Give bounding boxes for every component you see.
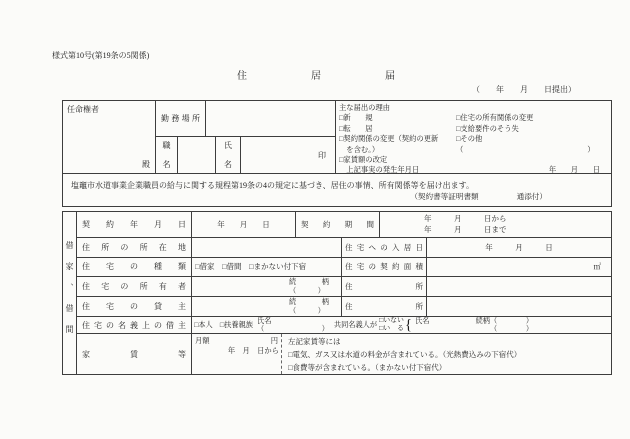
movein-value-cell — [427, 238, 611, 257]
rent-label: 家賃等 — [82, 349, 186, 359]
reason-fact-date-label: 上記事実の発生年月日 — [339, 165, 420, 175]
brace-glyph: { — [404, 316, 413, 333]
joint-name-label: 氏名 — [415, 317, 430, 325]
table-row — [77, 238, 611, 258]
nominal-renter-label: 住宅の名義上の借主 — [82, 320, 186, 330]
employee-section — [156, 101, 336, 173]
lessor-relation-paren: （ ） — [289, 306, 325, 315]
rent-label-cell — [77, 334, 192, 374]
owner-address-label: 住所 — [345, 282, 423, 292]
job-title-value-cell — [178, 137, 216, 173]
yen-unit: 円 — [270, 336, 278, 345]
reason-contract-change-cont: を含む。） — [339, 144, 380, 154]
lessor-label-cell — [77, 297, 192, 316]
table-row — [77, 277, 611, 297]
joint-relation-paren: （ ） — [489, 325, 534, 333]
table-row — [77, 212, 611, 238]
contract-period-label: 契約期間 — [301, 219, 374, 229]
joint-holder-label: 共同名義人が — [333, 321, 378, 329]
movein-label: 住宅への入居日 — [345, 242, 423, 252]
appointer-label: 任命権者 — [67, 105, 99, 114]
reason-checkbox-move: □転 居 — [339, 123, 373, 133]
name-char-bottom: 名 — [224, 160, 232, 169]
house-type-options-cell — [192, 258, 342, 277]
contract-date-label: 契約年月日 — [82, 219, 186, 229]
appointer-table — [62, 100, 612, 174]
submit-date-line: （ 年 月 日提出） — [472, 85, 576, 94]
joint-yes-checkbox: □い る — [379, 325, 404, 332]
statement-text: 塩竈市水道事業企業職員の給与に関する規程第19条の4の規定に基づき、居住の事情、所有関係等を届け出ます。 — [71, 181, 475, 190]
workplace-value-cell — [206, 101, 335, 136]
job-title-char-top: 職 — [162, 141, 171, 150]
address-label-cell — [77, 238, 192, 257]
attachment-note: （契約書等証明書類 通添付） — [410, 192, 547, 201]
owner-address-label-cell — [342, 277, 427, 296]
contract-date-value-cell — [192, 212, 296, 237]
lessor-address-value-cell — [427, 297, 611, 316]
nominal-renter-value-cell — [192, 317, 611, 333]
owner-relation-label: 続柄 — [289, 278, 329, 287]
rent-notes-heading: 左記家賃等には — [288, 337, 341, 346]
reason-checkbox-new: □新 規 — [339, 113, 373, 123]
rent-from-date: 年 月 日から — [227, 346, 279, 355]
renter-name-label: 氏名 — [257, 317, 272, 325]
workplace-label-cell — [156, 101, 206, 136]
owner-value-cell — [192, 277, 342, 296]
owner-address-value-cell — [427, 277, 611, 296]
table-row — [77, 334, 611, 374]
table-row — [77, 258, 611, 278]
area-label-cell — [342, 258, 427, 277]
lessor-relation-label: 続柄 — [289, 298, 329, 307]
area-value-cell — [427, 258, 611, 277]
rent-amount-cell — [192, 334, 281, 374]
lessor-label: 住宅の貸主 — [82, 302, 186, 312]
utilities-included-checkbox: □電気、ガス又は水道の料金が含まれている。（光熱費込みの下宿代） — [288, 350, 522, 359]
reason-heading: 主な届出の理由 — [339, 103, 391, 112]
lessor-address-label: 住所 — [345, 302, 423, 312]
contract-date-label-cell — [77, 212, 192, 237]
reason-other-paren: （ ） — [456, 144, 595, 154]
meals-included-checkbox: □食費等が含まれている。（まかない付下宿代） — [288, 363, 447, 372]
house-type-label: 住宅の種類 — [82, 262, 186, 272]
rent-notes-cell — [281, 334, 611, 374]
nominal-renter-options: □本人 □扶養親族 — [194, 321, 253, 329]
name-char-top: 氏 — [224, 141, 232, 150]
table-row — [77, 317, 611, 334]
housing-table — [62, 211, 612, 375]
job-title-char-bottom: 名 — [162, 160, 171, 169]
job-title-label-cell — [156, 137, 178, 173]
lessor-value-cell — [192, 297, 342, 316]
joint-none-checkbox: □いない — [379, 317, 404, 324]
joint-relation-label: 続柄（ ） — [475, 317, 534, 325]
statement-row — [62, 174, 612, 207]
address-label: 住所の所在地 — [82, 242, 186, 252]
contract-period-label-cell — [296, 212, 380, 237]
nominal-renter-label-cell — [77, 317, 192, 333]
contract-date-value: 年 月 日 — [217, 219, 270, 229]
side-label-cell — [63, 212, 77, 374]
reason-checkbox-rent-revision: □家賃額の改定 — [339, 155, 388, 165]
name-label-cell — [216, 137, 241, 173]
form-number: 様式第10号(第19条の5関係) — [52, 51, 150, 60]
owner-relation-paren: （ ） — [289, 286, 325, 295]
reason-fact-date-value: 年 月 日 — [548, 165, 600, 175]
reason-checkbox-ownership-change: □住宅の所有関係の変更 — [456, 113, 534, 123]
contract-period-to: 年 月 日まで — [424, 225, 507, 235]
side-label: 借家、借間 — [65, 240, 74, 346]
page-title: 住居届 — [237, 71, 459, 82]
reason-box — [336, 101, 611, 173]
contract-period-from: 年 月 日から — [424, 214, 507, 224]
seal-mark: 印 — [318, 150, 326, 160]
monthly-amount-label: 月額 — [195, 336, 210, 345]
honorific-dono: 殿 — [142, 160, 150, 169]
owner-label: 住宅の所有者 — [82, 282, 186, 292]
area-unit: ㎡ — [593, 262, 601, 272]
name-value-cell — [241, 137, 335, 173]
appointer-cell — [63, 101, 156, 173]
reason-checkbox-contract-change: □契約関係の変更（契約の更新 — [339, 134, 439, 144]
owner-label-cell — [77, 277, 192, 296]
movein-value: 年 月 日 — [485, 242, 553, 252]
lessor-address-label-cell — [342, 297, 427, 316]
reason-checkbox-eligibility-loss: □支給要件のそう失 — [456, 123, 519, 133]
workplace-label: 勤務場所 — [161, 114, 200, 123]
house-type-label-cell — [77, 258, 192, 277]
renter-name-paren: （ ） — [257, 325, 329, 333]
house-type-options: □借家 □借間 □まかない付下宿 — [195, 262, 307, 272]
table-row — [77, 297, 611, 317]
address-value-cell — [192, 238, 342, 257]
contract-period-value-cell — [380, 212, 611, 237]
area-label: 住宅の契約面積 — [345, 262, 423, 272]
reason-checkbox-other: □その他 — [456, 134, 483, 144]
movein-label-cell — [342, 238, 427, 257]
